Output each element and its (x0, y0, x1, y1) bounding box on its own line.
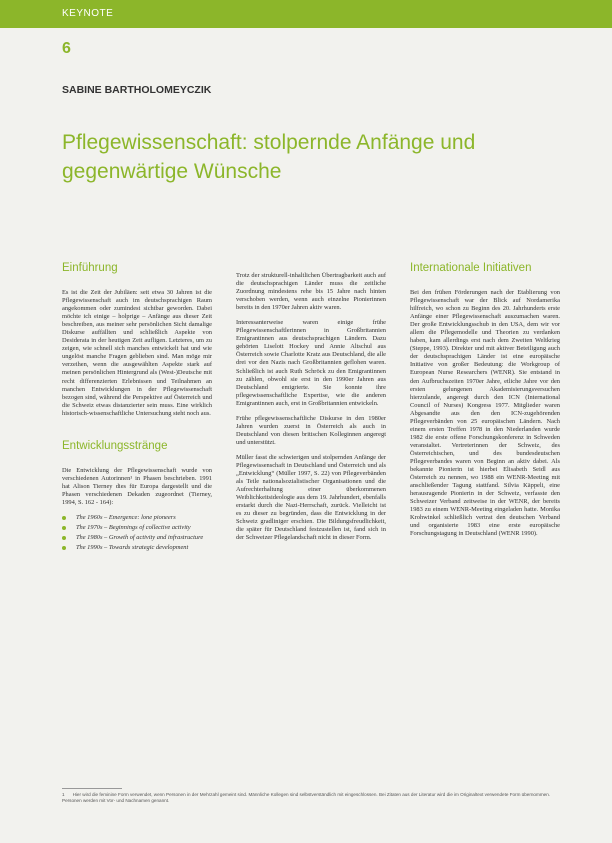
footnote-divider (62, 788, 122, 789)
list-item-text: The 1970s – Beginnings of collective activity (76, 524, 191, 532)
list-item (62, 534, 212, 542)
list-item-text: The 1960s – Emergence: lone pioneers (76, 513, 176, 521)
author-name: SABINE BARTHOLOMEYCZIK (62, 84, 212, 96)
bullet-icon (62, 536, 66, 540)
phase-list (62, 514, 212, 552)
section-heading-international: Internationale Initiativen (410, 262, 532, 274)
section-heading-introduction: Einführung (62, 262, 118, 274)
paragraph: Es ist die Zeit der Jubiläen: seit etwa 30 Jahren ist die Pflegewissenschaft auch im deutschsprachigen Raum angekommen oder zumindest sichtbar geworden. Dabei möchte ich einige – holprige – Anfänge aus dieser Zeit beschreiben, aus meiner sehr persönlichen Sicht damalige Diskurse auffällten und schließlich Aspekte von Desiderata in der heutigen Zeit aufligen. Letzteres, um zu zeigen, wie schnell sich manches entwickelt hat und wie ungelöst manche Fragen geblieben sind. Man möge mir verzeihen, wenn die ausgewählten Aspekte stark auf meinen persönlichen Hintergrund als (West-)Deutsche mit recht differenzierten Erlebnissen und Teilnahmen an manchen Entwicklungen in der Pflegewissenschaft bezogen sind, während die Perspektive auf Österreich und die Schweiz etwas distanzierter sein muss. Eine wirklich historisch-wissenschaftliche Untersuchung steht noch aus. (62, 289, 212, 417)
list-item-text: The 1980s – Growth of activity and infrastructure (76, 534, 204, 542)
paragraph: Bei den frühen Förderungen nach der Etablierung von Pflegewissenschaft war der Blick auf Nordamerika hilfreich, wo schon zu Beginn des 20. Jahrhunderts erste Anfänge einer Pflegewissenschaft auszumachen waren. Der große Entwicklungsschub in den USA, dem wir vor allem die Pflegemodelle und Theorien zu verdanken haben, kam allerdings erst nach dem Zweiten Weltkrieg (Steppe, 1993). Direkter und mit aktiver Beteiligung auch der deutschsprachigen Länder ist eine europäische Initiative von großer Bedeutung: die Workgroup of European Nurse Researchers (WENR). Sie entstand in den Aufbruchszeiten 1970er Jahre, etliche Jahre vor den ersten gelungenen Akademisierungsversuchen hierzulande, angeregt durch den ICN (International Council of Nurses) Kongress 1977. Mitglieder waren Abgesandte aus den den ICN-zugehörenden Pflegeverbänden von 25 europäischen Ländern. Nach einem ersten Treffen 1978 in den Niederlanden wurde 1982 die erste offene Forschungskonferenz in Schweden veranstaltet. Vertreterinnen der Schweiz, des Österreichischen, und des bundesdeutschen Pflegeverbandes waren von Beginn an aktiv dabei. Als bekannte Pionierin ist hierbei Elisabeth Seidl aus Österreich zu nennen, wo 1988 ein WENR-Meeting mit anschließender Tagung stattfand. Silvia Käppeli, eine herausragende Pionierin in der Schweiz, verfasste den Schweizer Verband zeitweise in der WENR, der bereits 1983 zu einem WENR-Meeting eingeladen hatte. Monika Krohwinkel schließlich vertrat den deutschen Verband und organisierte 1983 eine erste europäische Forschungstagung in Deutschland (WENR 1990). (410, 289, 560, 538)
list-item (62, 514, 212, 522)
footnote-number: 1 (62, 792, 65, 797)
paragraph: Interessanterweise waren einige frühe Pflegewissenschaftlerinnen in Großbritannien Emigrantinnen aus deutschsprachigen Ländern. Dazu gehörten Liselott Hockey und Annie Altschul aus Österreich sowie Charlotte Kratz aus Deutschland, die alle drei vor den Nazis nach Großbritannien geflohen waren. Schließlich ist auch Ruth Schröck zu den Emigrantinnen zu zählen, obwohl sie erst in den 1990er Jahren aus Deutschland emigrierte. Sie konnte ihre pflegewissenschaftliche Expertise, wie die anderen Emigrantinnen auch, erst in Großbritannien entwickeln. (236, 319, 386, 407)
footnote-text: Hier wird die feminine Form verwendet, wenn Personen in der Mehrzahl gemeint sind. Männliche Kollegen sind selbstverständlich mit eingeschlossen. Bei Zitaten aus der Literatur wird die im Originaltext verwendete Form übernommen. Personen werden mit Vor- und Nachnamen genannt. (62, 792, 551, 803)
bullet-icon (62, 526, 66, 530)
bullet-icon (62, 546, 66, 550)
section-heading-development: Entwicklungsstränge (62, 439, 168, 452)
paragraph: Die Entwicklung der Pflegewissenschaft wurde von verschiedenen Autorinnen¹ in Phasen beschrieben. 1991 hat Alison Tierney dies für Europa dargestellt und die Phasen verschiedenen Dekaden zugeordnet (Tierney, 1994, S. 162 - 164): (62, 466, 212, 506)
text-column-1 (62, 262, 212, 554)
article-title: Pflegewissenschaft: stolpernde Anfänge und gegenwärtige Wünsche (62, 131, 476, 183)
list-item-text: The 1990s – Towards strategic development (76, 544, 189, 552)
bullet-icon (62, 516, 66, 520)
paragraph: Müller fasst die schwierigen und stolpernden Anfänge der Pflegewissenschaft in Deutschland und Österreich und als „Entwicklung“ (Müller 1997, S. 22) von Pflegeverbänden als Teile nationalsozialistischer Organisationen und die Aufrechterhaltung einer überkommenen Weiblichkeitsideologie aus dem 19. Jahrhundert, ebenfalls erstarkt durch die Nazi-Herrschaft, zurück. Vielleicht ist es zu dieser zu begründen, dass die Entwicklung in der Schweiz gradliniger erschien. Die Bildungsfreudlichkeit, die später für Deutschland festzustellen ist, fand sich in der Schweizer Pflegelandschaft nicht in dieser Form. (236, 453, 386, 542)
page-number: 6 (62, 40, 71, 57)
list-item (62, 524, 212, 532)
section-banner (0, 0, 612, 28)
paragraph: Trotz der strukturell-inhaltlichen Übertragbarkeit auch auf die deutschsprachigen Länder muss die zeitliche Zuordnung mindestens rehe bis 15 Jahre nach hinten verschoben werden, wenn auch einzelne Pionierinnen bereits in den 1970er Jahren aktiv waren. (236, 272, 386, 312)
text-column-2 (236, 272, 386, 549)
footnote (62, 792, 560, 804)
text-column-3 (410, 262, 560, 545)
section-kicker: KEYNOTE (62, 8, 114, 19)
paragraph: Frühe pflegewissenschaftliche Diskurse in den 1980er Jahren wurden zuerst in Österreich als auch in Deutschland von diesen britischen Kolleginnen angeregt und unterstützt. (236, 414, 386, 446)
list-item (62, 544, 212, 552)
